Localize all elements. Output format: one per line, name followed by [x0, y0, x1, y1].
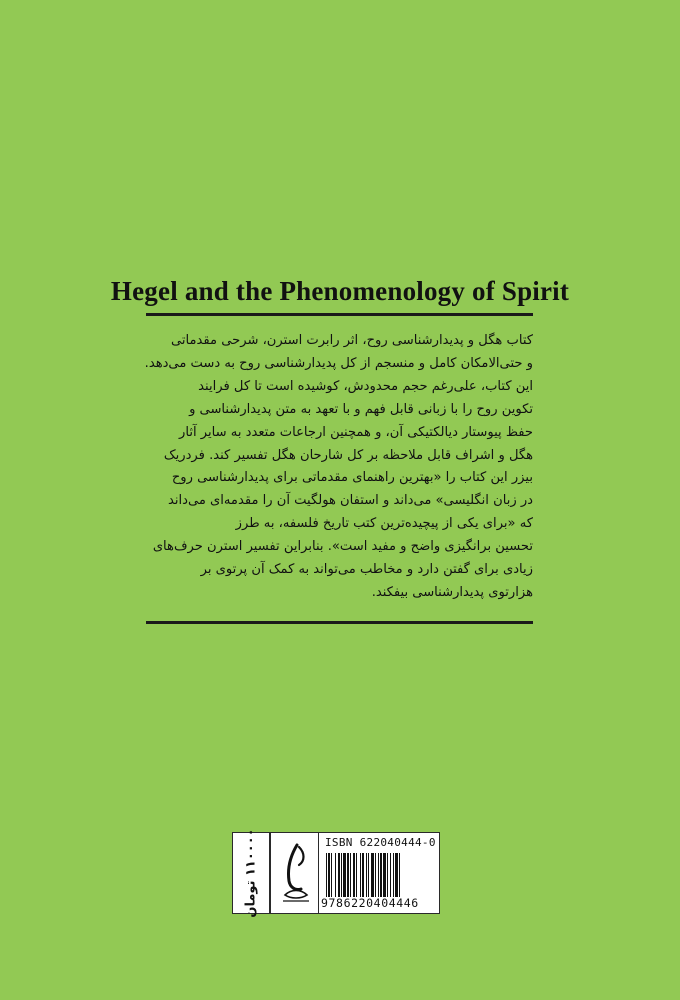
barcode-bar [338, 853, 340, 897]
blurb-line: در زبان انگلیسی» می‌داند و استفان هولگیت آن را مقدمه‌ای می‌داند [167, 493, 533, 509]
isbn-text: ISBN 622040444-0 [325, 836, 436, 849]
book-blurb [146, 330, 533, 605]
blurb-line: حفظ پیوستار دیالکتیکی آن، و همچنین ارجاعات متعدد به سایر آثار [179, 424, 533, 440]
barcode-bar [326, 853, 327, 897]
top-divider [146, 313, 533, 316]
barcode-bar [378, 853, 379, 897]
price-text: ۱۱۰۰۰۰ تومان [243, 828, 259, 918]
barcode-bar [371, 853, 374, 897]
blurb-line: این کتاب، علی‌رغم حجم محدودش، کوشیده است تا کل فرایند [198, 378, 533, 394]
barcode-bar [343, 853, 346, 897]
bottom-divider [146, 621, 533, 624]
barcode-bars [325, 853, 433, 897]
barcode-bar [360, 853, 361, 897]
blurb-line: تکوین روح را با زبانی قابل فهم و با تعهد به متن پدیدارشناسی و [189, 401, 533, 417]
publisher-logo [270, 832, 319, 914]
blurb-line: تحسین برانگیزی واضح و مفید است». بنابراین تفسیر استرن حرف‌های [152, 539, 533, 555]
barcode-bar [328, 853, 330, 897]
blurb-line: و حتی‌الامکان کامل و منسجم از کل پدیدارشناسی روح به دست می‌دهد. [144, 355, 533, 371]
barcode-bar [368, 853, 369, 897]
blurb-line: کتاب هگل و پدیدارشناسی روح، اثر رابرت استرن، شرحی مقدماتی [170, 333, 533, 348]
blurb-line: هزارتوی پدیدارشناسی بیفکند. [371, 584, 533, 600]
blurb-line: زیادی برای گفتن دارد و مخاطب می‌تواند به کمک آن پرتوی بر [200, 562, 533, 578]
barcode-bar [356, 853, 357, 897]
price-label [232, 828, 270, 918]
barcode-bar [393, 853, 394, 897]
barcode-bar [347, 853, 349, 897]
barcode-bar [395, 853, 398, 897]
barcode-bar [335, 853, 336, 897]
barcode-bar [350, 853, 351, 897]
barcode-bar [380, 853, 382, 897]
isbn-barcode [318, 832, 440, 914]
blurb-line: که «برای یکی از پیچیده‌ترین کتب تاریخ فلسفه، به طرز [235, 516, 533, 532]
blurb-line: بیزر این کتاب را «بهترین راهنمای مقدماتی برای پدیدارشناسی روح [171, 470, 533, 486]
barcode-bar [399, 853, 400, 897]
book-title: Hegel and the Phenomenology of Spirit [110, 276, 570, 306]
barcode-bar [375, 853, 376, 897]
barcode-bar [362, 853, 364, 897]
barcode-bar [331, 853, 332, 897]
barcode-bar [366, 853, 367, 897]
barcode-bar [353, 853, 355, 897]
ean-digits: 9786220404446 [321, 896, 419, 910]
blurb-line: هگل و اشراف قابل ملاحظه بر کل شارحان هگل تفسیر کند. فردریک [163, 447, 533, 463]
barcode-bar [383, 853, 386, 897]
barcode-bar [387, 853, 388, 897]
barcode-bar [341, 853, 342, 897]
barcode-bar [390, 853, 391, 897]
publisher-logo-icon [275, 839, 315, 907]
